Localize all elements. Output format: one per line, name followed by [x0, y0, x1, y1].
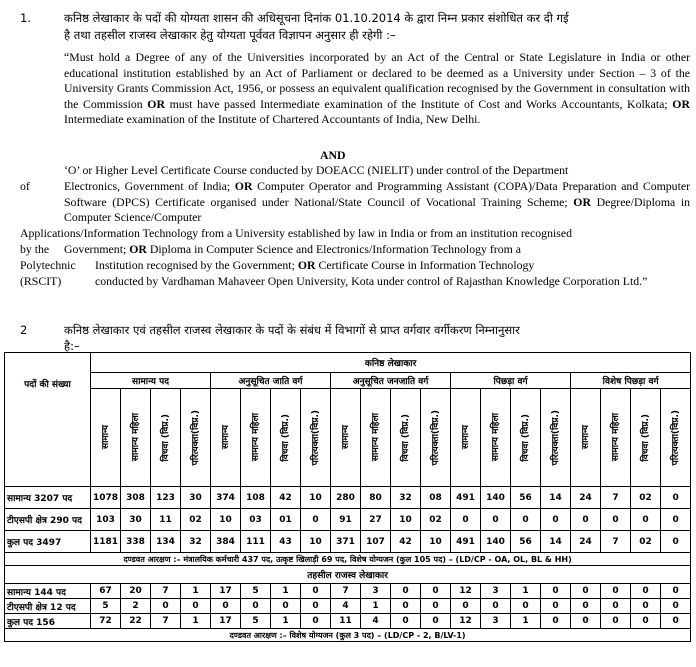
table-cell: 3: [481, 584, 511, 599]
table-cell: 67: [91, 584, 121, 599]
table-cell: 7: [601, 531, 631, 553]
table-cell: 0: [271, 599, 301, 614]
row-label: सामान्य 3207 पद: [5, 487, 91, 509]
qualification-degree: “Must hold a Degree of any of the Universities incorporated by an Act of the Central or State Legislature in India or other educational institution established by an Act of Parliament or declared to be deemed as a University under Section – 3 of the University Grants Commission Act, 1956, or possess an equivalent qualification recognised by the Government in consultation with the Commission OR must have passed Intermediate examination of the Institute of Cost and Works Accountants, Kolkata; OR Intermediate examination of the Institute of Chartered Accountants of India, New Delhi.: [64, 50, 690, 127]
qualification-rscit: Institution recognised by the Government; OR Certificate Course in Information Technology: [95, 258, 535, 272]
and-separator: AND: [320, 148, 346, 162]
table-cell: 1: [181, 584, 211, 599]
of-word: of: [20, 179, 30, 193]
table-cell: 0: [391, 599, 421, 614]
subcolumn-header: सामान्य: [581, 425, 591, 450]
table-cell: 111: [241, 531, 271, 553]
subcolumn-header: सामान्य: [101, 425, 111, 450]
table-cell: 374: [211, 487, 241, 509]
table-cell: 0: [421, 584, 451, 599]
table-row: [5, 531, 691, 553]
table-cell: 4: [331, 599, 361, 614]
subcolumn-header: विधवा (विप्र.): [401, 413, 411, 462]
table-cell: 0: [421, 599, 451, 614]
table-row: [5, 584, 691, 599]
table-cell: 0: [631, 614, 661, 629]
table-cell: 0: [631, 509, 661, 531]
para1-line1: कनिष्ठ लेखाकार के पदों की योग्यता शासन की अधिसूचना दिनांक 01.10.2014 के द्वारा निम्न प्रकार संशोधित कर दी गई: [64, 11, 569, 25]
table-cell: 0: [151, 599, 181, 614]
polytechnic-word: Polytechnic: [20, 258, 76, 272]
table-cell: 5: [91, 599, 121, 614]
subcolumn-header: विधवा (विप्र.): [641, 413, 651, 462]
table-cell: 0: [571, 614, 601, 629]
table-cell: 103: [91, 509, 121, 531]
table-cell: 0: [301, 584, 331, 599]
group-header: विशेष पिछड़ा वर्ग: [571, 373, 691, 389]
group-header: अनुसूचित जाति वर्ग: [211, 373, 331, 389]
table-row: [5, 614, 691, 629]
table-cell: 27: [361, 509, 391, 531]
row-label: टीएसपी क्षेत्र 12 पद: [5, 599, 91, 614]
table-cell: 80: [361, 487, 391, 509]
table-cell: 0: [511, 599, 541, 614]
table-cell: 24: [571, 531, 601, 553]
group-header: सामान्य पद: [91, 373, 211, 389]
by-the-word: by the: [20, 242, 50, 256]
table-cell: 0: [211, 599, 241, 614]
table-row: [5, 599, 691, 614]
table-cell: 0: [541, 614, 571, 629]
table-cell: 7: [151, 584, 181, 599]
table-cell: 1: [361, 599, 391, 614]
table-cell: 08: [421, 487, 451, 509]
para1-number: 1.: [20, 11, 31, 25]
table-cell: 1: [181, 614, 211, 629]
table-cell: 12: [451, 614, 481, 629]
reservation-note-1: दण्डवत आरक्षण :– मंत्रालयिक कर्मचारी 437 पद, उत्कृष्ट खिलाड़ी 69 पद, विशेष योग्यजन (कुल 105 पद) – (LD/CP - OA, OL, BL & HH): [5, 553, 691, 566]
table-cell: 14: [541, 531, 571, 553]
table-cell: 3: [481, 614, 511, 629]
table-cell: 123: [151, 487, 181, 509]
table-cell: 56: [511, 531, 541, 553]
table-cell: 0: [481, 599, 511, 614]
table-cell: 10: [211, 509, 241, 531]
qualification-it: Applications/Information Technology from a University established by law in India or from an institution recognised: [20, 226, 572, 240]
table-cell: 91: [331, 509, 361, 531]
subcolumn-header: सामान्य महिला: [491, 413, 501, 462]
table-cell: 0: [391, 614, 421, 629]
table-cell: 42: [271, 487, 301, 509]
subcolumn-header: सामान्य महिला: [251, 413, 261, 462]
table-cell: 134: [151, 531, 181, 553]
table-cell: 03: [241, 509, 271, 531]
table-cell: 1: [271, 614, 301, 629]
subcolumn-header: परित्यक्ता(विप्र.): [551, 409, 561, 466]
table-cell: 1078: [91, 487, 121, 509]
subcolumn-header: सामान्य महिला: [371, 413, 381, 462]
table-cell: 0: [601, 584, 631, 599]
table-cell: 0: [451, 599, 481, 614]
table-cell: 42: [391, 531, 421, 553]
table-cell: 0: [301, 614, 331, 629]
table-cell: 0: [541, 599, 571, 614]
table-cell: 0: [661, 599, 691, 614]
table-cell: 02: [421, 509, 451, 531]
table-cell: 0: [541, 509, 571, 531]
vacancy-table: [4, 352, 691, 642]
table-cell: 12: [451, 584, 481, 599]
table-cell: 1: [511, 584, 541, 599]
table-cell: 0: [601, 509, 631, 531]
table-cell: 1: [271, 584, 301, 599]
table-cell: 24: [571, 487, 601, 509]
para2-line2: है:–: [64, 339, 80, 353]
table-cell: 30: [181, 487, 211, 509]
subcolumn-header: परित्यक्ता(विप्र.): [671, 409, 682, 466]
subcolumn-header: परित्यक्ता(विप्र.): [311, 409, 321, 466]
table-cell: 30: [121, 509, 151, 531]
table-cell: 0: [601, 614, 631, 629]
qualification-line-1: ‘O’ or Higher Level Certificate Course conducted by DOEACC (NIELIT) under control of the Department: [64, 163, 569, 177]
table-cell: 0: [631, 584, 661, 599]
table-cell: 0: [451, 509, 481, 531]
table-cell: 384: [211, 531, 241, 553]
table-cell: 491: [451, 487, 481, 509]
table-cell: 1181: [91, 531, 121, 553]
table-cell: 2: [121, 599, 151, 614]
table-cell: 5: [241, 584, 271, 599]
table-cell: 0: [631, 599, 661, 614]
table-cell: 5: [241, 614, 271, 629]
table-cell: 02: [631, 487, 661, 509]
table-cell: 4: [361, 614, 391, 629]
table-cell: 0: [511, 509, 541, 531]
table-cell: 107: [361, 531, 391, 553]
table-cell: 10: [301, 531, 331, 553]
qualification-diploma: Government; OR Diploma in Computer Science and Electronics/Information Technology from a: [64, 242, 521, 256]
group-header: अनुसूचित जनजाति वर्ग: [331, 373, 451, 389]
para2-number: 2: [20, 323, 28, 337]
table-cell: 280: [331, 487, 361, 509]
table-cell: 108: [241, 487, 271, 509]
table-cell: 72: [91, 614, 121, 629]
qualification-vmou: conducted by Vardhaman Mahaveer Open University, Kota under control of Rajasthan Knowledge Corporation Ltd.”: [95, 274, 648, 288]
table-cell: 02: [631, 531, 661, 553]
table-row: [5, 487, 691, 509]
table-cell: 56: [511, 487, 541, 509]
table-cell: 0: [391, 584, 421, 599]
table-cell: 0: [661, 584, 691, 599]
table-cell: 32: [181, 531, 211, 553]
subcolumn-header: परित्यक्ता(विप्र.): [191, 409, 201, 466]
table-cell: 0: [301, 599, 331, 614]
para2-line1: कनिष्ठ लेखाकार एवं तहसील राजस्व लेखाकार के पदों के संबंध में विभागों से प्राप्त वर्गवार वर्गीकरण निम्नानुसार: [64, 323, 520, 337]
row-label: कुल पद 156: [5, 614, 91, 629]
table-cell: 43: [271, 531, 301, 553]
table-cell: 01: [271, 509, 301, 531]
row-label: टीएसपी क्षेत्र 290 पद: [5, 509, 91, 531]
table-title-tehsil-accountant: तहसील राजस्व लेखाकार: [5, 566, 691, 584]
table-cell: 3: [361, 584, 391, 599]
posts-header: पदों की संख्या: [5, 353, 91, 487]
table-row: [5, 509, 691, 531]
table-cell: 11: [331, 614, 361, 629]
table-cell: 7: [601, 487, 631, 509]
table-cell: 7: [151, 614, 181, 629]
table-cell: 10: [301, 487, 331, 509]
table-cell: 7: [331, 584, 361, 599]
subcolumn-header: सामान्य महिला: [611, 413, 621, 462]
table-cell: 0: [421, 614, 451, 629]
table-cell: 0: [181, 599, 211, 614]
table-cell: 11: [151, 509, 181, 531]
table-cell: 22: [121, 614, 151, 629]
table-cell: 0: [601, 599, 631, 614]
table-cell: 0: [571, 584, 601, 599]
table-cell: 140: [481, 531, 511, 553]
table-cell: 0: [661, 487, 691, 509]
subcolumn-header: विधवा (विप्र.): [161, 413, 171, 462]
table-cell: 491: [451, 531, 481, 553]
subcolumn-header: सामान्य: [221, 425, 231, 450]
reservation-note-2: दण्डवत आरक्षण :– विशेष योग्यजन (कुल 3 पद) – (LD/CP - 2, B/LV-1): [5, 629, 691, 642]
table-cell: 0: [661, 614, 691, 629]
subcolumn-header: सामान्य: [341, 425, 351, 450]
table-cell: 0: [241, 599, 271, 614]
subcolumn-header: सामान्य महिला: [131, 413, 141, 462]
subcolumn-header: परित्यक्ता(विप्र.): [431, 409, 441, 466]
table-cell: 308: [121, 487, 151, 509]
row-label: सामान्य 144 पद: [5, 584, 91, 599]
table-cell: 0: [661, 509, 691, 531]
table-cell: 17: [211, 614, 241, 629]
table-cell: 20: [121, 584, 151, 599]
row-label: कुल पद 3497: [5, 531, 91, 553]
table-cell: 32: [391, 487, 421, 509]
table-cell: 0: [301, 509, 331, 531]
table-cell: 0: [541, 584, 571, 599]
table-cell: 338: [121, 531, 151, 553]
table-cell: 0: [571, 509, 601, 531]
subcolumn-header: विधवा (विप्र.): [521, 413, 531, 462]
table-cell: 0: [571, 599, 601, 614]
table-cell: 17: [211, 584, 241, 599]
table-cell: 10: [421, 531, 451, 553]
table-cell: 0: [661, 531, 691, 553]
group-header: पिछड़ा वर्ग: [451, 373, 571, 389]
table-cell: 02: [181, 509, 211, 531]
table-cell: 14: [541, 487, 571, 509]
table-cell: 371: [331, 531, 361, 553]
table-cell: 1: [511, 614, 541, 629]
subcolumn-header: विधवा (विप्र.): [281, 413, 291, 462]
para1-line2: है तथा तहसील राजस्व लेखाकार हेतु योग्यता पूर्ववत विज्ञापन अनुसार ही रहेगी :–: [64, 28, 396, 42]
subcolumn-header: सामान्य: [461, 425, 471, 450]
table-cell: 140: [481, 487, 511, 509]
rscit-word: (RSCIT): [20, 274, 62, 288]
qualification-computer: Electronics, Government of India; OR Computer Operator and Programming Assistant (COPA)/Data Preparation and Computer Software (DPCS) Certificate organised under National/State Council of Vocational Training Scheme; OR Degree/Diploma in Computer Science/Computer: [64, 179, 691, 225]
table-cell: 10: [391, 509, 421, 531]
table-title-junior-accountant: कनिष्ठ लेखाकार: [91, 353, 691, 373]
table-cell: 0: [481, 509, 511, 531]
